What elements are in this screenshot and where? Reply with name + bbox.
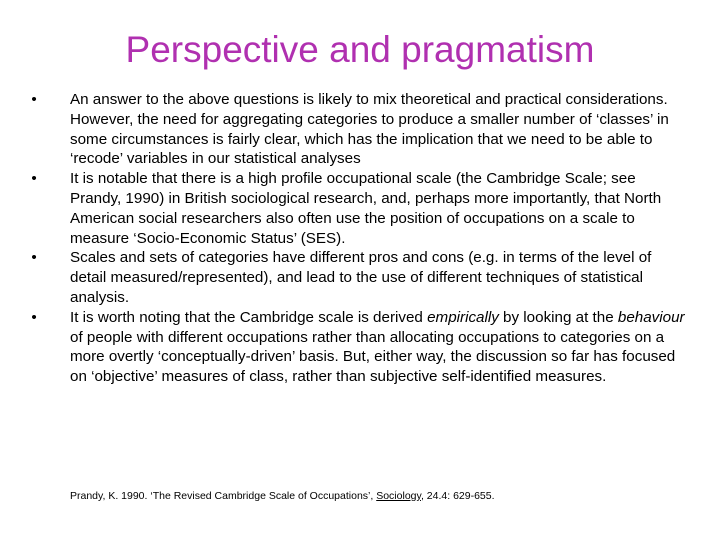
reference-citation xyxy=(70,489,690,503)
bullet-text: Scales and sets of categories have different pros and cons (e.g. in terms of the level of detail measured/represented), and lead to the use of different techniques of statistical analysis. xyxy=(70,249,652,306)
slide-title: Perspective and pragmatism xyxy=(125,29,595,70)
reference-prefix: Prandy, K. 1990. ‘The Revised Cambridge Scale of Occupations’, xyxy=(70,490,377,502)
bullet-item xyxy=(26,308,686,387)
bullet-text: An answer to the above questions is likely to mix theoretical and practical considerations. However, the need for aggregating categories to produce a smaller number of ‘classes’ in some circumstances is fairly clear, which has the implication that we need to be able to ‘recode’ variables in our statistical analyses xyxy=(70,91,669,168)
bullet-dot: • xyxy=(31,308,37,326)
bullet-text-segment: It is worth noting that the Cambridge scale is derived xyxy=(70,308,428,326)
bullet-text-segment: by looking at the xyxy=(498,308,618,326)
bullet-item xyxy=(26,90,686,169)
bullet-text-emphasis: behaviour xyxy=(617,308,685,326)
reference-journal: Sociology xyxy=(376,490,421,502)
bullet-text-segment: of people with different occupations rather than allocating occupations to categories on a more overtly ‘conceptually-driven’ basis. But, either way, the discussion so far has focused on ‘objective’ measures of class, rather than subjective self-identified measures. xyxy=(70,328,676,386)
bullet-dot: • xyxy=(31,170,37,188)
bullet-list xyxy=(26,90,686,387)
bullet-item xyxy=(26,248,686,307)
bullet-text: It is notable that there is a high profile occupational scale (the Cambridge Scale; see Prandy, 1990) in British sociological research, and, perhaps more importantly, that North American social researchers also often use the position of occupations on a scale to measure ‘Socio-Economic Status’ (SES). xyxy=(70,170,662,247)
reference-suffix: , 24.4: 629-655. xyxy=(420,490,495,502)
bullet-dot: • xyxy=(31,91,37,108)
bullet-item xyxy=(26,169,686,248)
bullet-dot: • xyxy=(31,249,37,267)
bullet-text-emphasis: empirically xyxy=(427,308,499,326)
